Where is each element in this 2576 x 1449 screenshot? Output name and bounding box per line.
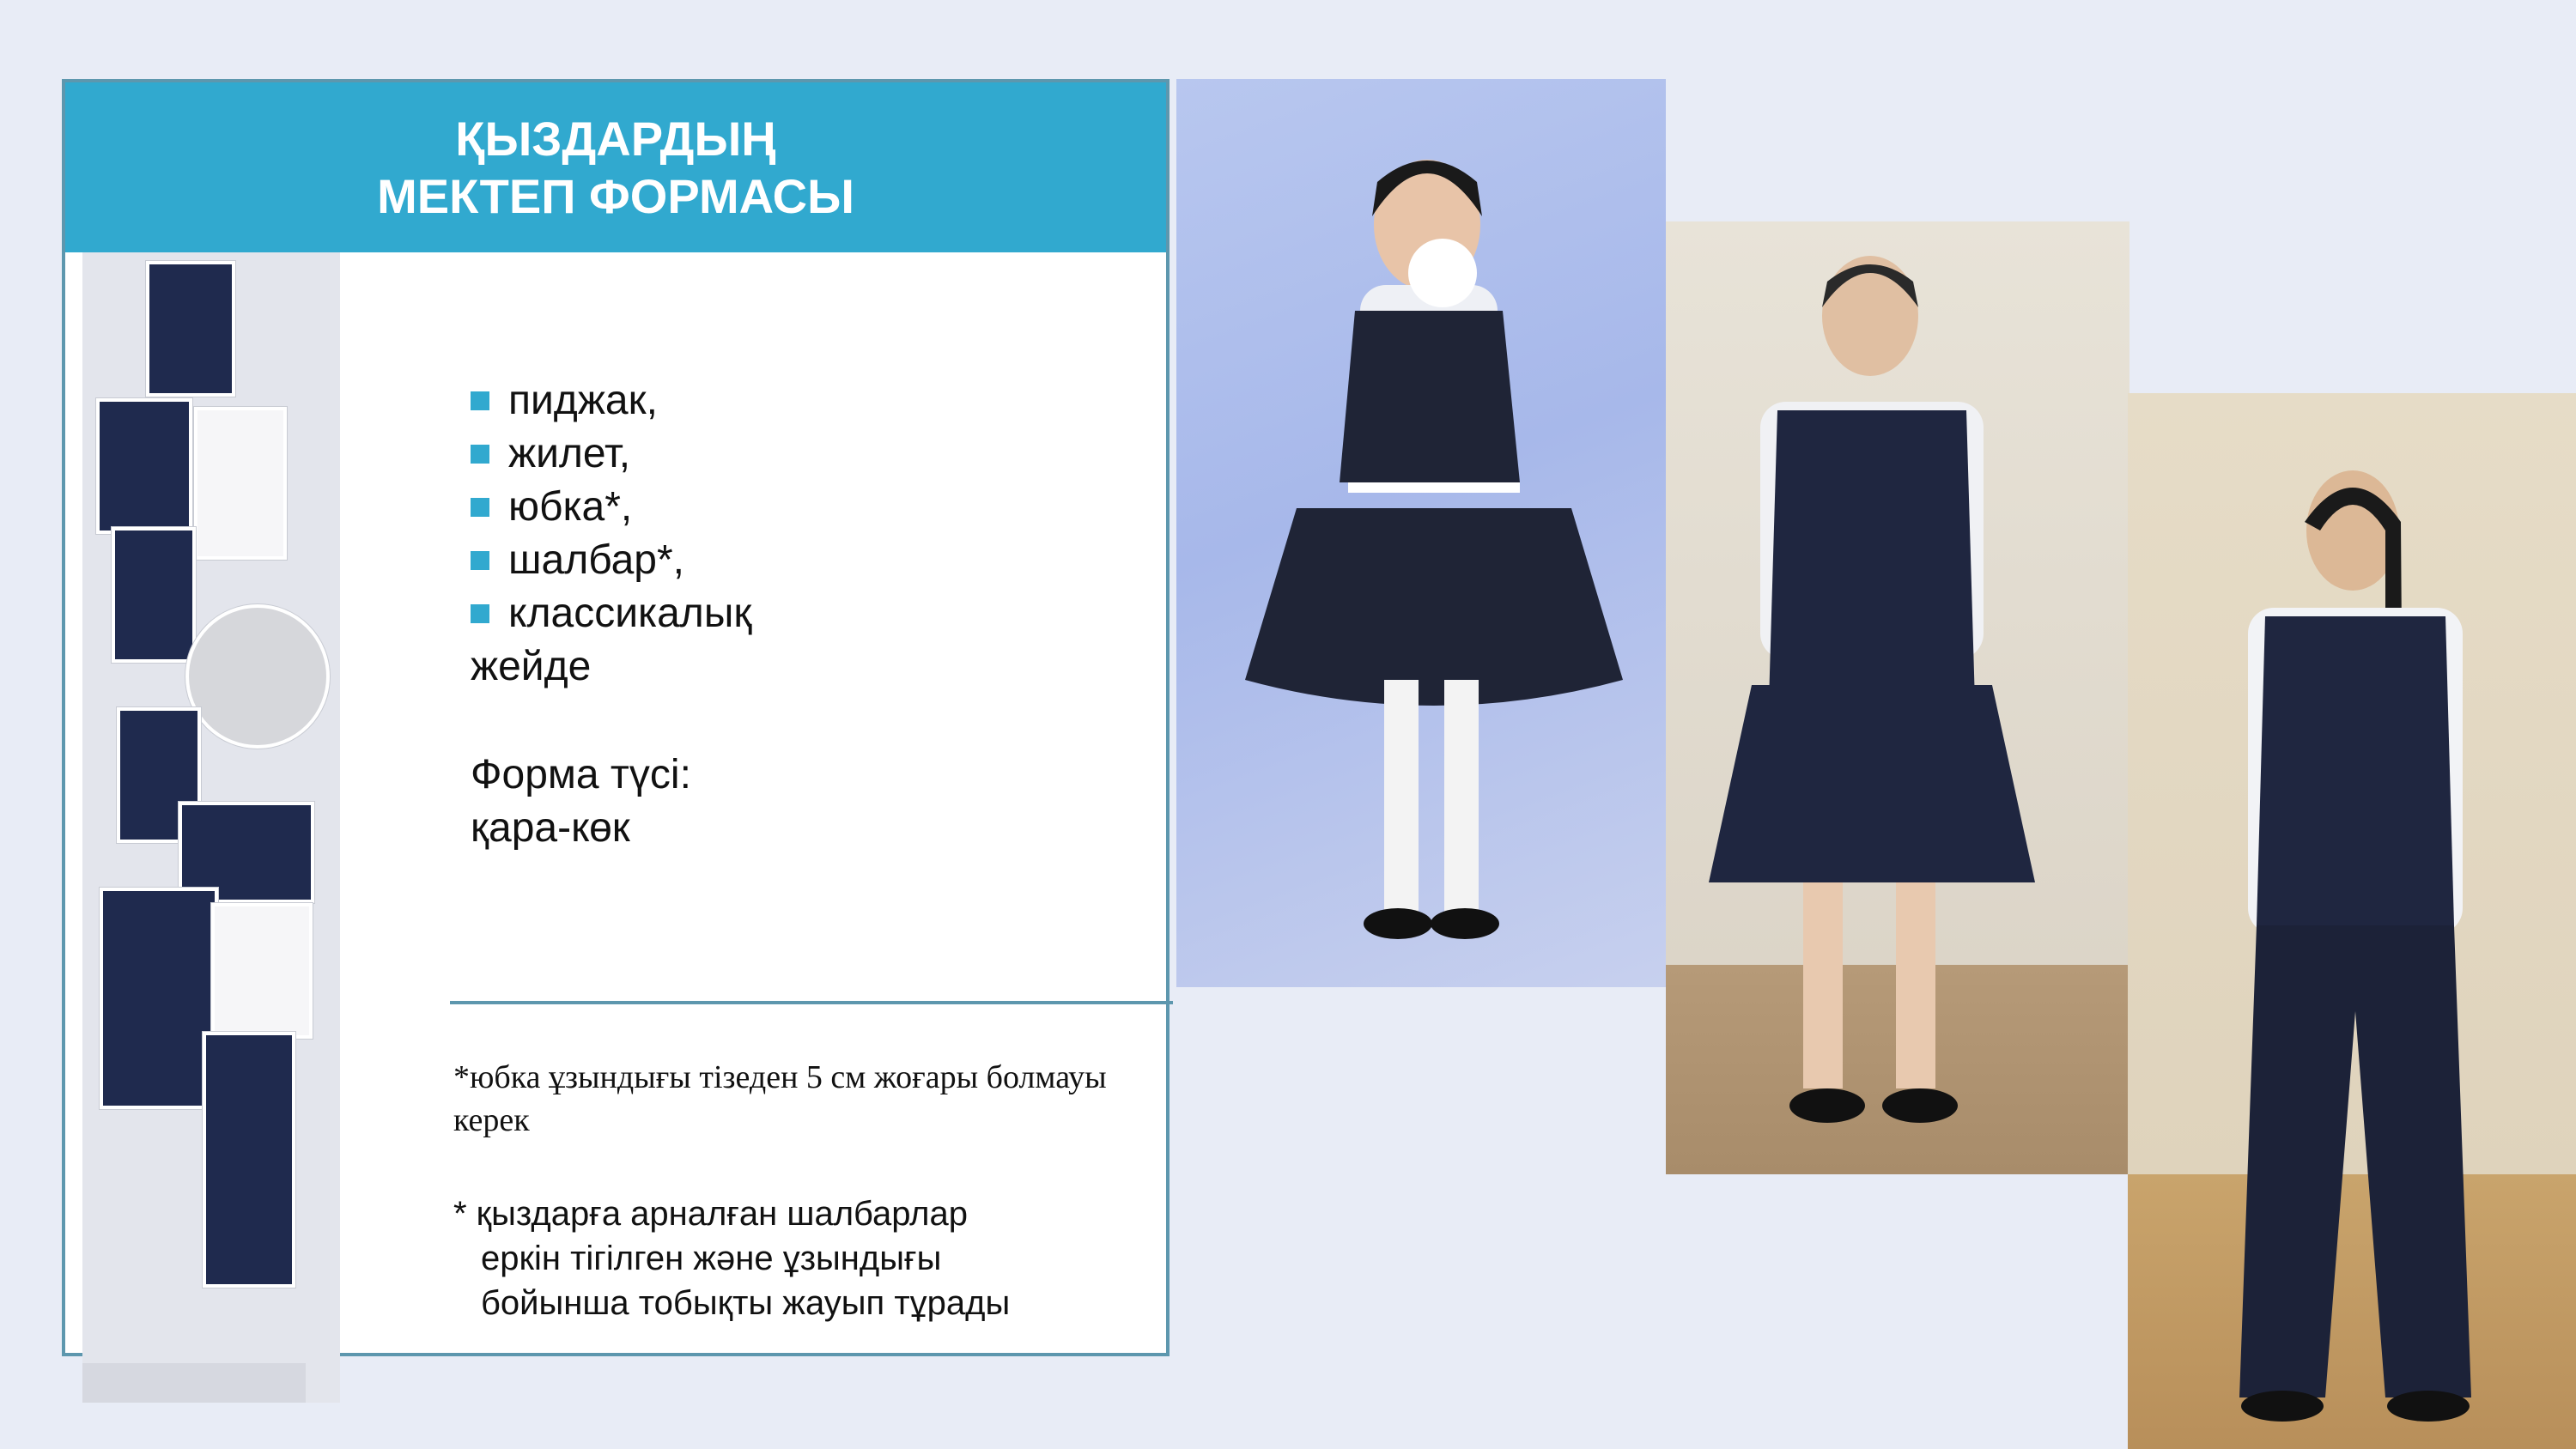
blouse-image: [194, 407, 287, 560]
color-label: Форма түсі:: [471, 752, 691, 797]
pinafore-image: [100, 888, 218, 1109]
uniform-info-card: [62, 79, 1170, 1356]
item-label: шалбар*,: [508, 537, 685, 583]
girl-vest-trousers-figure: [2128, 393, 2576, 1449]
collage-shadow: [82, 1363, 306, 1403]
photo-girl-vest-skirt: [1666, 221, 2129, 1174]
item-label: юбка*,: [508, 484, 633, 530]
card-header: [65, 82, 1166, 252]
item-label: пиджак,: [508, 378, 658, 423]
blazer-image: [146, 261, 235, 397]
list-item: [471, 534, 751, 587]
list-item: [471, 481, 751, 534]
uniform-items-list: [471, 374, 751, 694]
uniform-color: [471, 749, 691, 855]
item-label: классикалық: [508, 591, 752, 636]
square-bullet-icon: [471, 604, 489, 623]
turtleneck-image: [211, 903, 313, 1039]
skirt-length-note: *юбка ұзындығы тізеден 5 см жоғары болмауы керек: [453, 1059, 1107, 1138]
list-item: [471, 587, 751, 640]
note-line-2: еркін тігілген және ұзындығы: [481, 1240, 942, 1277]
note-line-1: * қыздарға арналған шалбарлар: [453, 1195, 969, 1233]
clothes-collage: [82, 252, 340, 1403]
square-bullet-icon: [471, 391, 489, 410]
photo-girl-pinafore: [1176, 79, 1666, 987]
square-bullet-icon: [471, 498, 489, 517]
square-bullet-icon: [471, 445, 489, 464]
photo-girl-vest-trousers: [2128, 393, 2576, 1449]
vest-image: [96, 398, 192, 534]
color-value: қара-көк: [471, 805, 630, 851]
girl-pinafore-figure: [1176, 79, 1666, 987]
section-divider: [450, 1001, 1173, 1004]
girl-vest-skirt-figure: [1666, 221, 2129, 1174]
list-item: [471, 374, 751, 427]
item-continuation: жейде: [471, 644, 592, 689]
trousers-image: [203, 1032, 295, 1288]
item-label: жилет,: [508, 431, 631, 476]
title-line-1: ҚЫЗДАРДЫҢ: [455, 111, 776, 166]
cardigan-image: [112, 527, 196, 663]
list-item: [471, 427, 751, 481]
note-line-3: бойынша тобықты жауып тұрады: [481, 1284, 1011, 1322]
square-bullet-icon: [471, 551, 489, 570]
title-line-2: МЕКТЕП ФОРМАСЫ: [377, 169, 854, 223]
trousers-note: [453, 1191, 1010, 1325]
placeholder-circle: [185, 604, 330, 749]
